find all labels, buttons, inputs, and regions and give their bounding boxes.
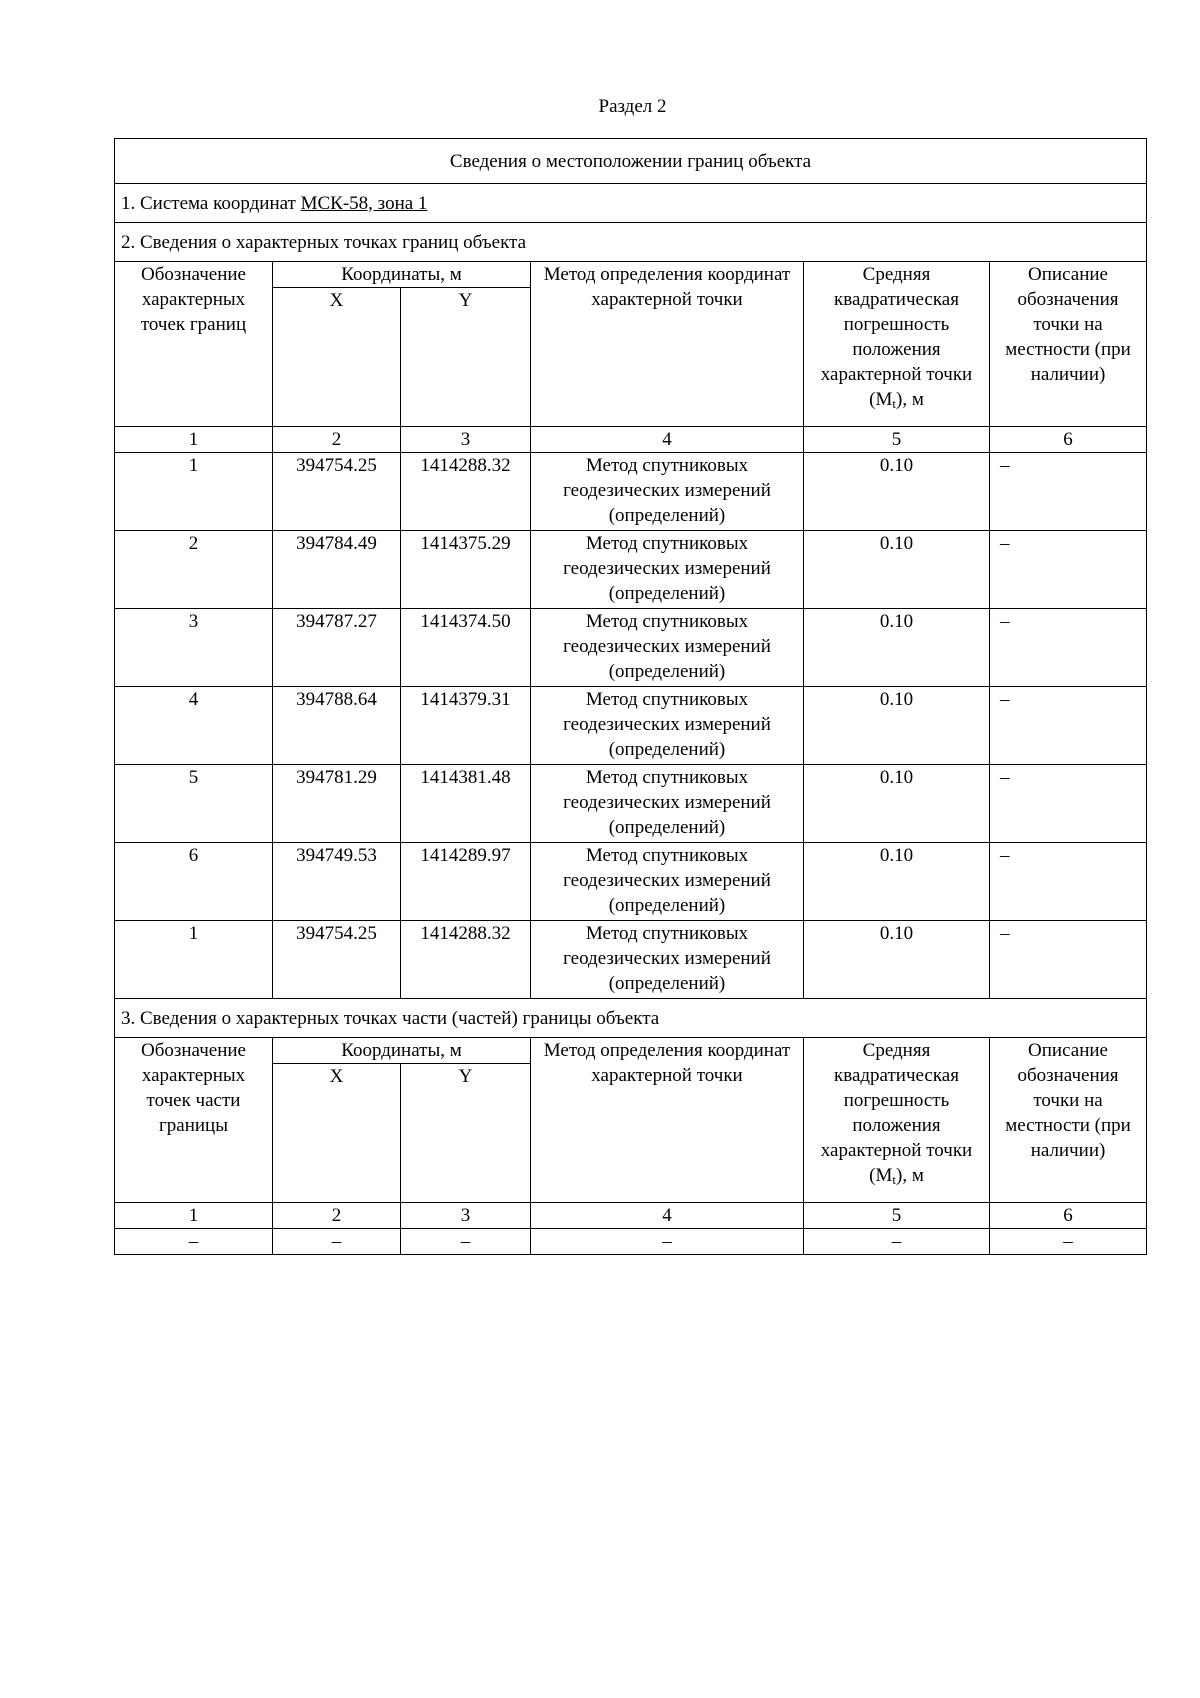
point-x: 394788.64 — [273, 687, 401, 765]
point-id: 2 — [115, 531, 273, 609]
boundary-table — [114, 138, 1147, 1255]
point-description: – — [990, 609, 1147, 687]
point-id: 6 — [115, 843, 273, 921]
part-point-x: – — [273, 1229, 401, 1255]
coord-system-value: МСК-58, зона 1 — [300, 192, 428, 214]
point-error: 0.10 — [804, 609, 990, 687]
table-row — [115, 1229, 1147, 1255]
point-y: 1414288.32 — [401, 453, 531, 531]
part-point-error: – — [804, 1229, 990, 1255]
point-error: 0.10 — [804, 921, 990, 999]
column-number: 3 — [401, 427, 531, 453]
header-x: X — [273, 288, 401, 427]
point-error: 0.10 — [804, 843, 990, 921]
column-number: 5 — [804, 427, 990, 453]
point-y: 1414381.48 — [401, 765, 531, 843]
column-number: 2 — [273, 1203, 401, 1229]
points-body — [115, 453, 1147, 999]
column-number: 1 — [115, 1203, 273, 1229]
header-part-point-designation: Обозначение характерных точек части границы — [115, 1038, 273, 1203]
point-error: 0.10 — [804, 687, 990, 765]
table-row — [115, 531, 1147, 609]
point-y: 1414379.31 — [401, 687, 531, 765]
point-method: Метод спутниковых геодезических измерений (определений) — [531, 453, 804, 531]
point-y: 1414288.32 — [401, 921, 531, 999]
table-row — [115, 765, 1147, 843]
table-row — [115, 609, 1147, 687]
point-y: 1414374.50 — [401, 609, 531, 687]
point-method: Метод спутниковых геодезических измерений (определений) — [531, 843, 804, 921]
column-number: 4 — [531, 427, 804, 453]
point-x: 394749.53 — [273, 843, 401, 921]
header-y-2: Y — [401, 1064, 531, 1203]
column-numbers-row-2 — [115, 1203, 1147, 1229]
point-description: – — [990, 921, 1147, 999]
point-description: – — [990, 765, 1147, 843]
point-description: – — [990, 687, 1147, 765]
point-method: Метод спутниковых геодезических измерений (определений) — [531, 687, 804, 765]
point-y: 1414375.29 — [401, 531, 531, 609]
point-id: 4 — [115, 687, 273, 765]
point-id: 1 — [115, 921, 273, 999]
point-error: 0.10 — [804, 765, 990, 843]
point-x: 394784.49 — [273, 531, 401, 609]
point-x: 394754.25 — [273, 453, 401, 531]
point-error: 0.10 — [804, 453, 990, 531]
point-x: 394781.29 — [273, 765, 401, 843]
header-description: Описание обозначения точки на местности (при наличии) — [990, 262, 1147, 427]
column-number: 6 — [990, 1203, 1147, 1229]
point-id: 5 — [115, 765, 273, 843]
point-id: 3 — [115, 609, 273, 687]
table-row — [115, 921, 1147, 999]
point-method: Метод спутниковых геодезических измерений (определений) — [531, 765, 804, 843]
point-description: – — [990, 843, 1147, 921]
parts-body — [115, 1229, 1147, 1255]
table-row — [115, 453, 1147, 531]
table-row — [115, 843, 1147, 921]
header-point-designation: Обозначение характерных точек границ — [115, 262, 273, 427]
table-title: Сведения о местоположении границ объекта — [115, 139, 1147, 184]
header-y: Y — [401, 288, 531, 427]
header-description-2: Описание обозначения точки на местности (при наличии) — [990, 1038, 1147, 1203]
point-method: Метод спутниковых геодезических измерений (определений) — [531, 921, 804, 999]
column-number: 5 — [804, 1203, 990, 1229]
part-point-desc: – — [990, 1229, 1147, 1255]
part-point-method: – — [531, 1229, 804, 1255]
header-coordinates: Координаты, м — [273, 262, 531, 288]
column-numbers-row — [115, 427, 1147, 453]
point-x: 394787.27 — [273, 609, 401, 687]
points-section-label: 2. Сведения о характерных точках границ объекта — [115, 223, 1147, 262]
column-number: 3 — [401, 1203, 531, 1229]
column-number: 4 — [531, 1203, 804, 1229]
column-number: 6 — [990, 427, 1147, 453]
point-error: 0.10 — [804, 531, 990, 609]
point-method: Метод спутниковых геодезических измерений (определений) — [531, 609, 804, 687]
section-title: Раздел 2 — [598, 96, 667, 117]
part-point-id: – — [115, 1229, 273, 1255]
part-point-y: – — [401, 1229, 531, 1255]
header-error: Средняя квадратическая погрешность положения характерной точки $(M_t)$, м — [804, 262, 990, 427]
coord-system-label: 1. Система координат — [121, 192, 301, 214]
point-y: 1414289.97 — [401, 843, 531, 921]
header-method: Метод определения координат характерной точки — [531, 262, 804, 427]
coord-system-row — [115, 184, 1147, 223]
point-method: Метод спутниковых геодезических измерений (определений) — [531, 531, 804, 609]
parts-section-label: 3. Сведения о характерных точках части (частей) границы объекта — [115, 999, 1147, 1038]
point-id: 1 — [115, 453, 273, 531]
point-x: 394754.25 — [273, 921, 401, 999]
header-error-2: Средняя квадратическая погрешность положения характерной точки $(M_t)$, м — [804, 1038, 990, 1203]
header-x-2: X — [273, 1064, 401, 1203]
column-number: 2 — [273, 427, 401, 453]
point-description: – — [990, 453, 1147, 531]
header-method-2: Метод определения координат характерной точки — [531, 1038, 804, 1203]
header-coordinates-2: Координаты, м — [273, 1038, 531, 1064]
column-number: 1 — [115, 427, 273, 453]
table-row — [115, 687, 1147, 765]
point-description: – — [990, 531, 1147, 609]
